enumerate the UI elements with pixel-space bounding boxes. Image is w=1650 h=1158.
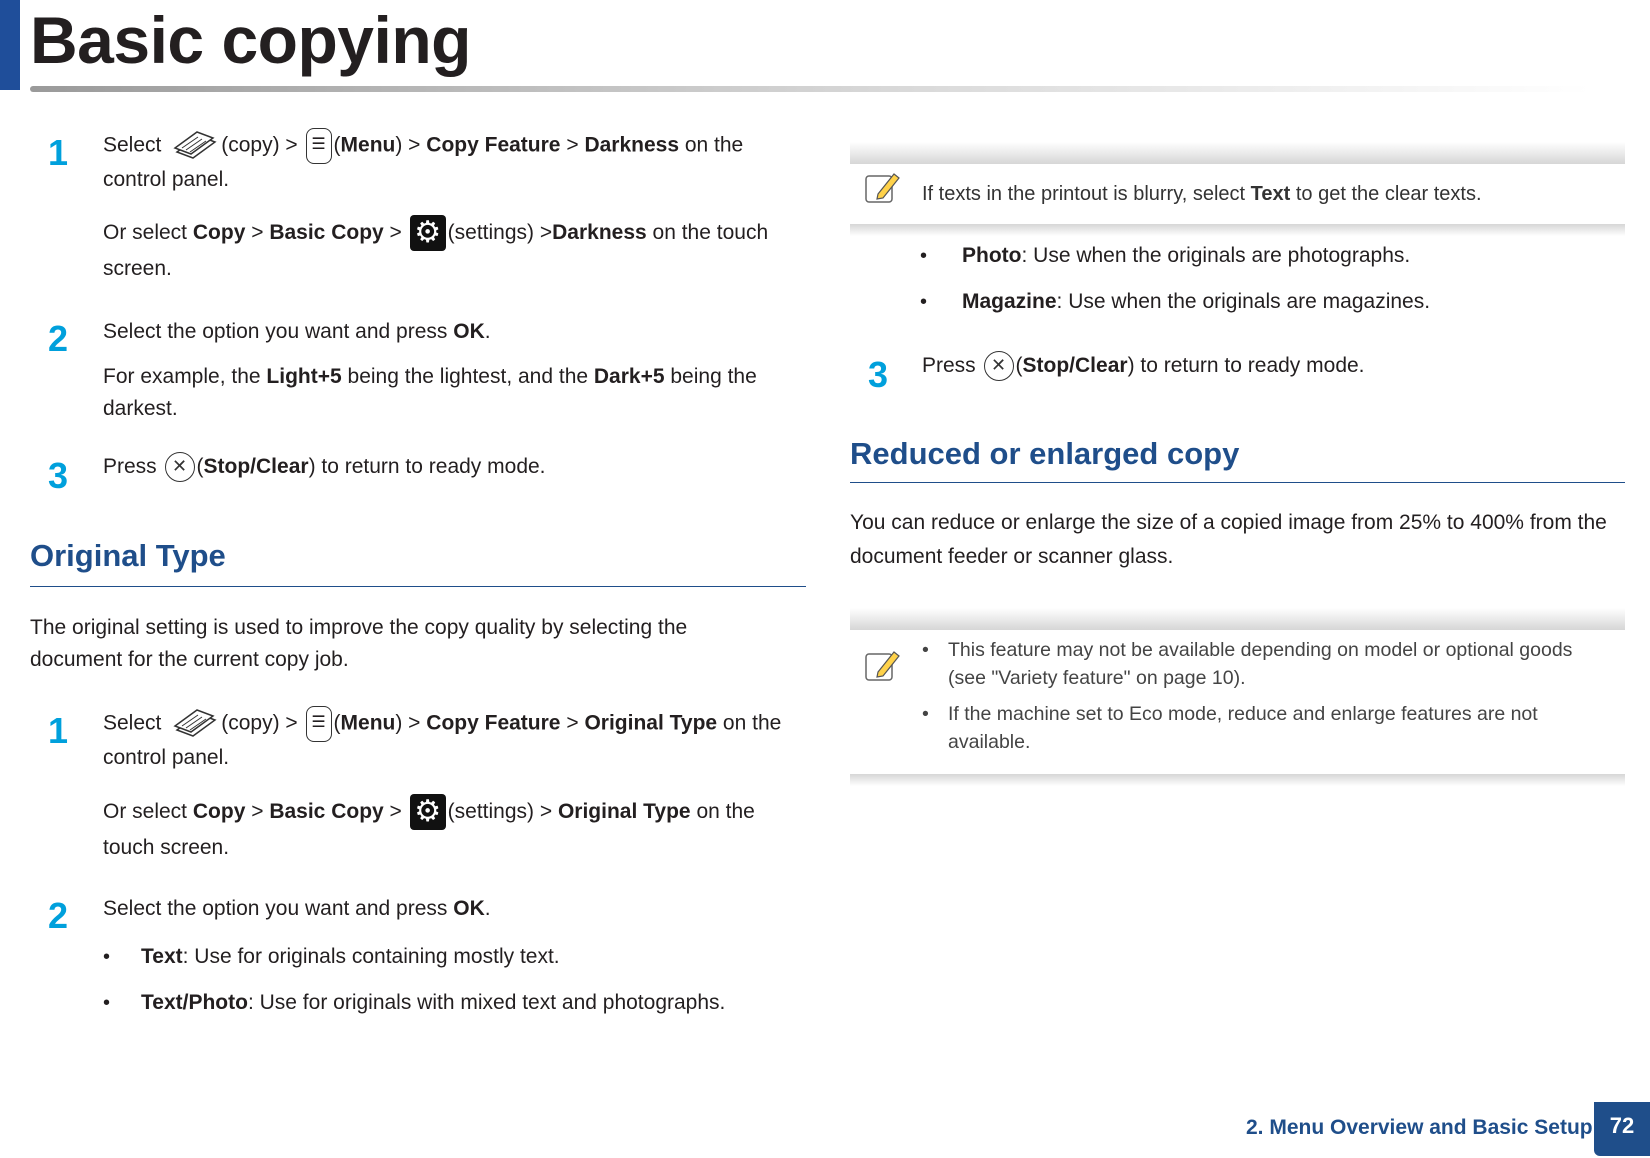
text: Select the option you want and press: [103, 320, 448, 343]
settings-gear-icon: ⚙: [410, 215, 446, 251]
original-type-step1-alt: [103, 794, 813, 866]
term: OK: [453, 320, 485, 343]
text: .: [484, 897, 491, 920]
text: (see "Variety feature" on page 10).: [948, 667, 1246, 689]
term: Text/Photo: [141, 991, 248, 1014]
bullet: •: [922, 703, 929, 725]
darkness-step1: [103, 128, 803, 196]
text: darkest.: [103, 397, 178, 420]
title-accent-bar: [0, 0, 20, 90]
bullet: •: [920, 291, 928, 313]
text: (settings) >: [447, 800, 553, 823]
stop-clear-icon: ✕: [984, 351, 1014, 381]
note-bottom-rule: [850, 774, 1625, 786]
text: >: [566, 711, 579, 735]
reduced-intro: [850, 506, 1630, 574]
copy-icon: [169, 128, 219, 164]
text: Select the option you want and press: [103, 897, 448, 920]
text: .: [484, 320, 491, 343]
text: Or select: [103, 800, 188, 823]
menu-icon: ☰: [306, 128, 332, 164]
list-item: [103, 987, 726, 1019]
term: Dark+5: [593, 365, 665, 388]
text: (: [1015, 354, 1023, 377]
term: Text: [1250, 183, 1291, 205]
list-item: [103, 941, 560, 973]
text: screen.: [103, 257, 172, 281]
term: Copy Feature: [426, 711, 561, 735]
text: >: [566, 133, 579, 157]
text: : Use for originals with mixed text and photographs.: [247, 991, 726, 1014]
text: >: [251, 221, 264, 244]
text: on the: [722, 711, 782, 735]
text: Or select: [103, 221, 188, 244]
darkness-step2: [103, 316, 803, 348]
original-type-step2: [103, 893, 803, 925]
bullet: •: [922, 639, 929, 661]
text: If the machine set to Eco mode, reduce and enlarge features are not: [948, 703, 1538, 725]
text: ) to return to ready mode.: [1127, 354, 1365, 377]
text: to get the clear texts.: [1295, 183, 1482, 205]
term: Copy: [192, 800, 246, 823]
text: being the lightest, and the: [347, 365, 589, 388]
term: Original Type: [557, 800, 691, 823]
text: If texts in the printout is blurry, select: [922, 183, 1246, 205]
text: (settings) >: [447, 221, 553, 244]
darkness-step3: [103, 451, 803, 483]
text: The original setting is used to improve the copy quality by selecting the: [30, 616, 688, 639]
term: Light+5: [266, 365, 342, 388]
section-divider: [30, 586, 806, 587]
term: Basic Copy: [269, 800, 384, 823]
term: Darkness: [584, 133, 679, 157]
term: Copy: [192, 221, 246, 244]
text: touch screen.: [103, 836, 230, 860]
text: on the control panel.: [103, 133, 744, 191]
note-bottom-rule: [850, 224, 1625, 236]
text: document feeder or scanner glass.: [850, 545, 1174, 568]
section-heading: Original Type: [30, 538, 226, 573]
footer-chapter: 2. Menu Overview and Basic Setup: [1246, 1116, 1593, 1139]
text: You can reduce or enlarge the size of a copied image from 25% to 400% from the: [850, 511, 1607, 534]
term: Text: [141, 945, 183, 968]
text: ) >: [395, 133, 421, 157]
term: Stop/Clear: [203, 455, 309, 478]
text: (: [196, 455, 204, 478]
text: This feature may not be available depending on model or optional goods: [948, 639, 1573, 661]
original-type-intro: [30, 612, 800, 676]
list-item: [920, 240, 1411, 272]
text: ) to return to ready mode.: [308, 455, 546, 478]
step-number: 3: [48, 455, 69, 496]
text: document for the current copy job.: [30, 648, 349, 671]
text: being the: [670, 365, 757, 388]
text: : Use when the originals are photographs.: [1021, 244, 1411, 267]
text: (copy) >: [221, 133, 298, 157]
text: available.: [948, 731, 1031, 753]
list-item: [920, 286, 1431, 318]
term: Menu: [340, 711, 396, 735]
term: Menu: [340, 133, 396, 157]
term: OK: [453, 897, 485, 920]
term: Original Type: [584, 711, 718, 735]
text: on the: [696, 800, 755, 823]
darkness-example: [103, 361, 803, 425]
page-title: Basic copying: [30, 3, 471, 77]
text: >: [251, 800, 264, 823]
note-pencil-icon: [864, 646, 902, 684]
text: >: [389, 221, 402, 244]
text: ) >: [395, 711, 421, 735]
text: : Use when the originals are magazines.: [1056, 290, 1431, 313]
text: Press: [103, 455, 157, 478]
text: (: [333, 133, 341, 157]
note-top-rule: [850, 608, 1625, 630]
note-box: [850, 142, 1625, 236]
section-heading: Reduced or enlarged copy: [850, 436, 1240, 471]
section-divider: [850, 482, 1625, 483]
menu-icon: ☰: [306, 706, 332, 742]
step-number: 1: [48, 710, 69, 751]
copy-icon: [169, 706, 219, 742]
text: on the touch: [652, 221, 769, 244]
text: (: [333, 711, 341, 735]
stop-clear-icon: ✕: [165, 452, 195, 482]
term: Stop/Clear: [1022, 354, 1128, 377]
text: >: [389, 800, 402, 823]
text: Select: [103, 133, 162, 157]
term: Copy Feature: [426, 133, 561, 157]
page-number: 72: [1594, 1102, 1650, 1156]
text: control panel.: [103, 746, 230, 769]
term: Basic Copy: [269, 221, 384, 244]
title-divider: [30, 86, 1590, 92]
note-top-rule: [850, 142, 1625, 164]
text: (copy) >: [221, 711, 298, 735]
step-number: 2: [48, 318, 69, 359]
settings-gear-icon: ⚙: [410, 794, 446, 830]
term: Photo: [962, 244, 1022, 267]
list-item: [922, 636, 1622, 689]
step-number: 1: [48, 132, 69, 173]
term: Darkness: [552, 221, 647, 244]
note-text: [922, 180, 1612, 208]
text: For example, the: [103, 365, 261, 388]
list-item: [922, 700, 1622, 753]
term: Magazine: [962, 290, 1057, 313]
bullet: •: [920, 245, 928, 267]
bullet: •: [103, 946, 111, 968]
step-number: 2: [48, 895, 69, 936]
note-box: [850, 608, 1625, 786]
original-type-step3: [922, 350, 1622, 382]
text: : Use for originals containing mostly text.: [182, 945, 560, 968]
bullet: •: [103, 992, 111, 1014]
text: Press: [922, 354, 976, 377]
darkness-step1-alt: [103, 215, 803, 287]
text: Select: [103, 711, 162, 735]
step-number: 3: [868, 354, 889, 395]
note-pencil-icon: [864, 168, 902, 206]
original-type-step1: [103, 706, 813, 774]
